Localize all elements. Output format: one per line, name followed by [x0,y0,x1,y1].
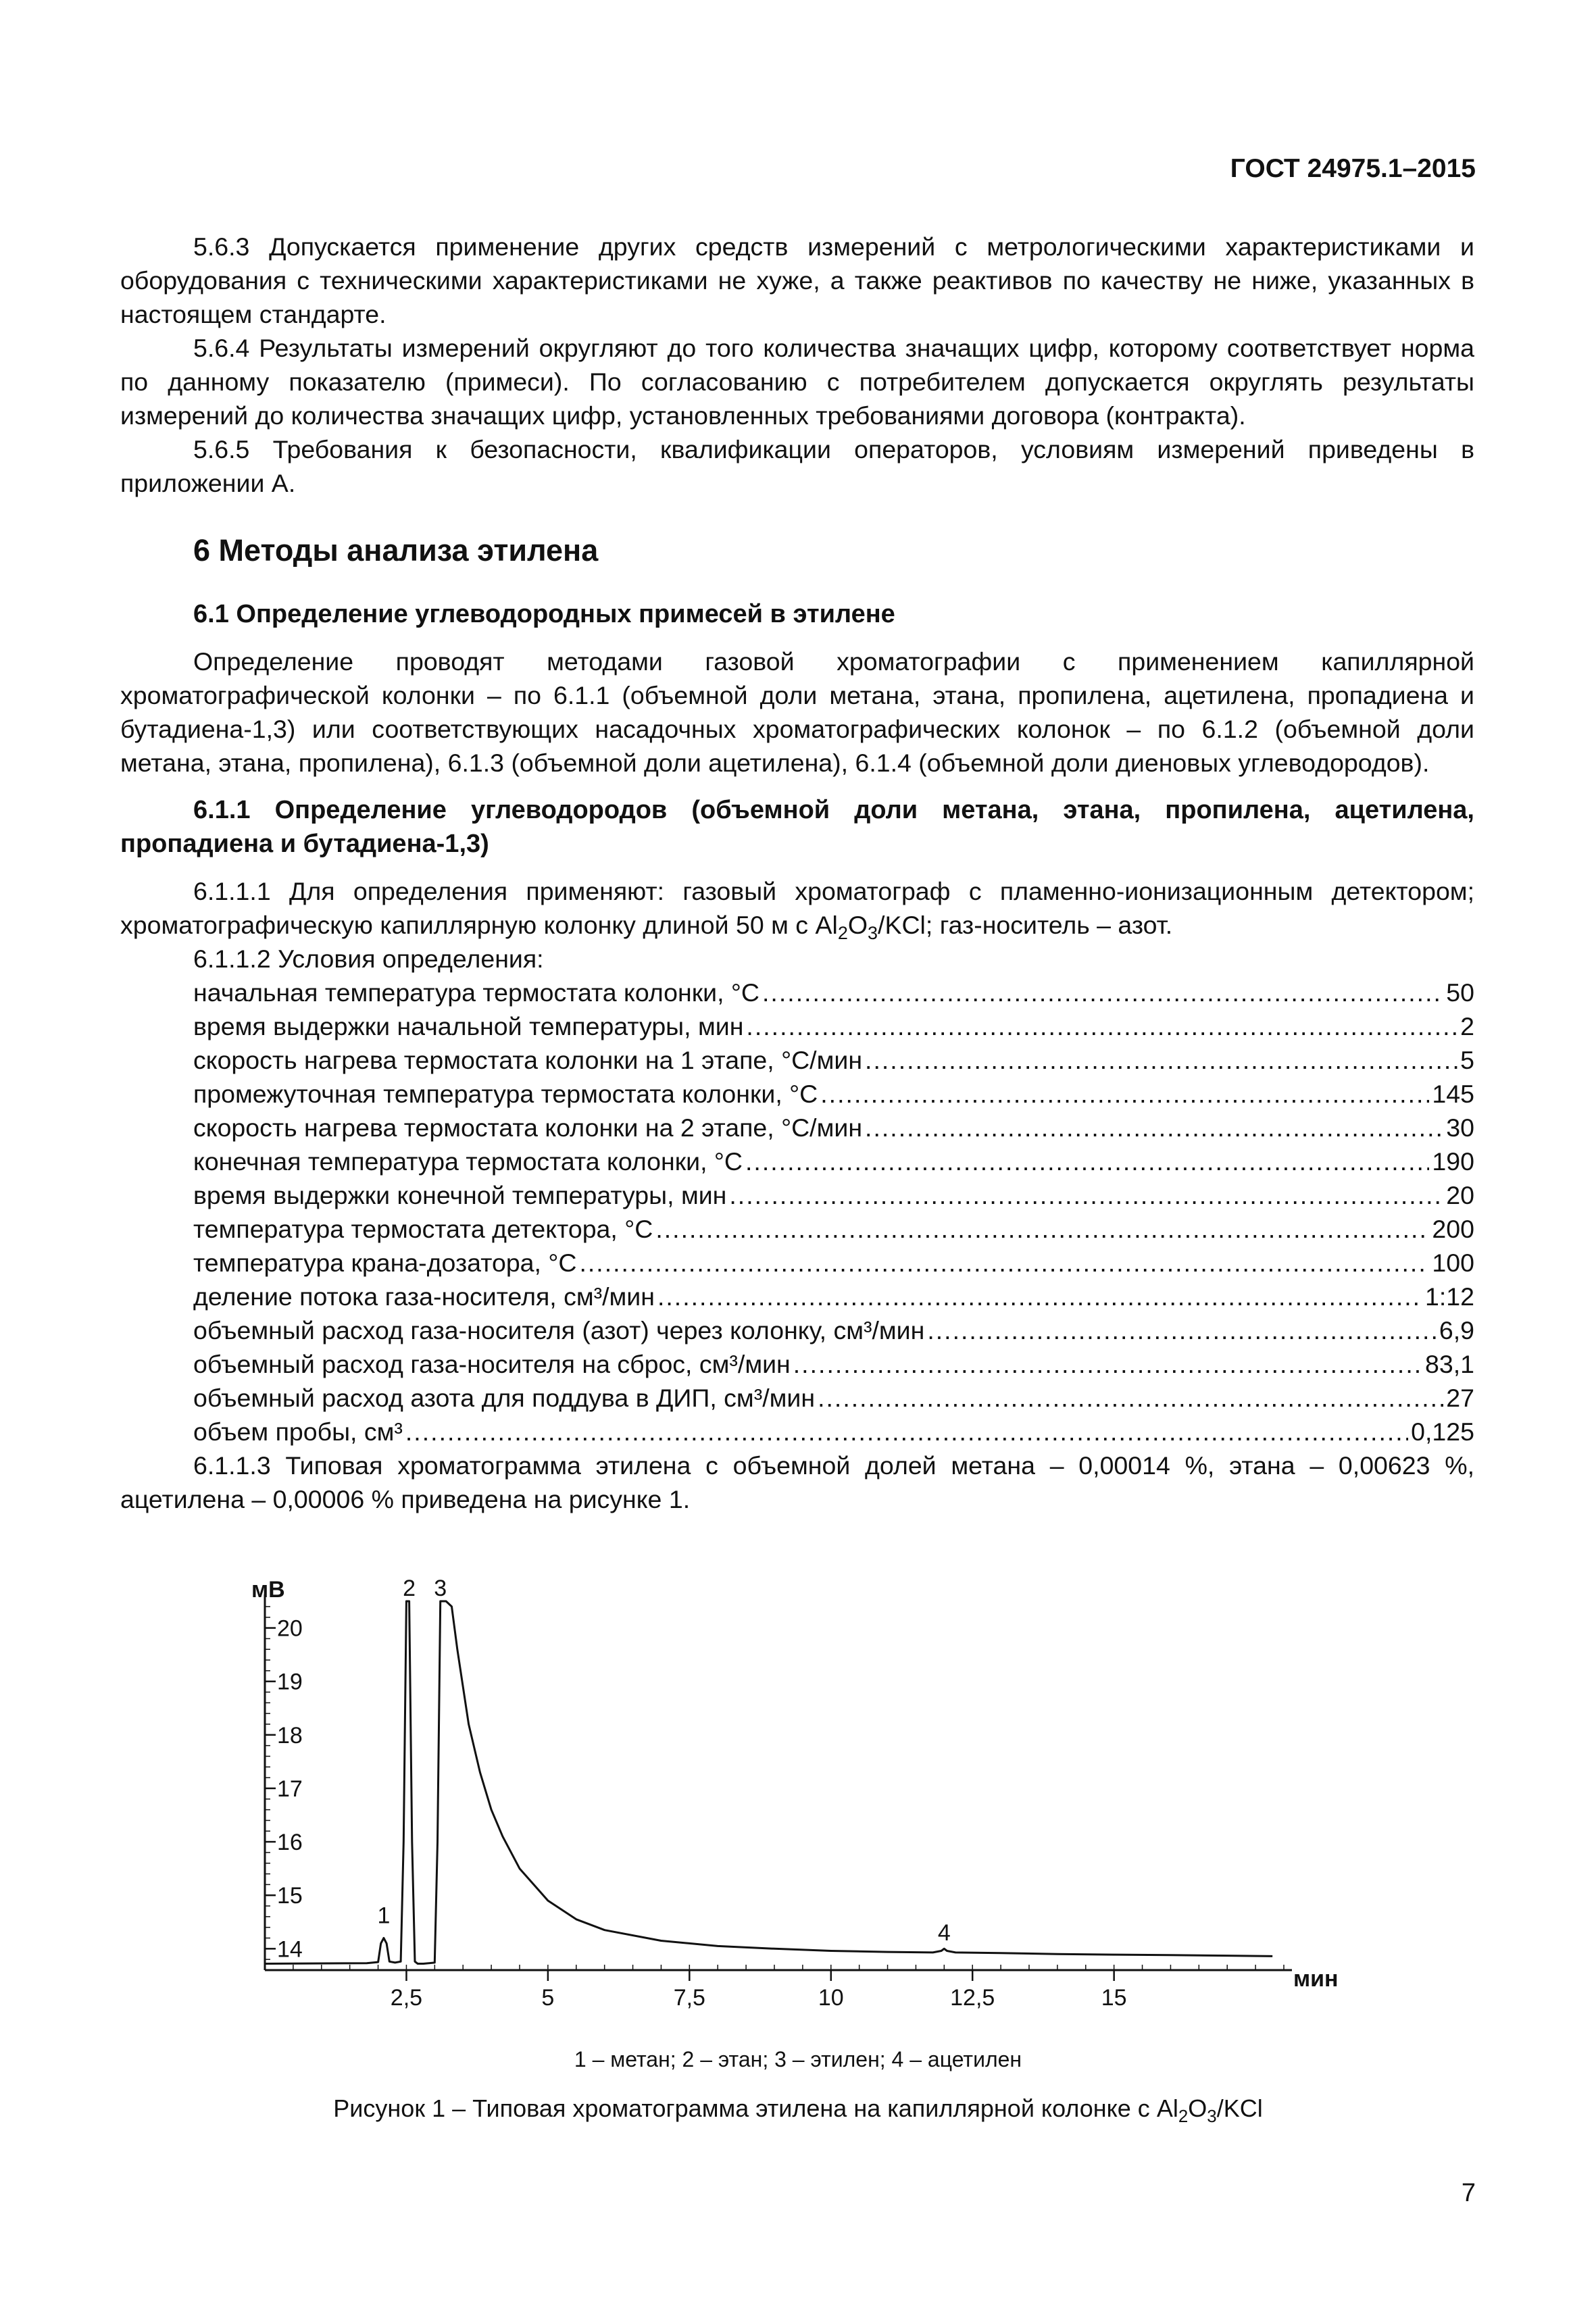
p6111-text-b: O [847,911,868,939]
paragraph-6-1: Определение проводят методами газовой хроматографии с применением капиллярной хроматографической колонки – по 6.1.1 (объемной доли метана, этана, пропилена, ацетилена, пропадиена и бутадиена-1,3) или соответствующих насадочных хроматографических колонок – по 6.1.2 (объемной доли метана, этана, пропилена), 6.1.3 (объемной доли ацетилена), 6.1.4 (объемной доли диеновых углеводородов). [120,647,1474,777]
conditions-list [193,976,1474,1449]
leader-dots [579,1246,1429,1280]
y-axis-label: мВ [251,1577,285,1603]
chromatogram-line [265,1601,1272,1964]
paragraph-6-1-1-1 [120,874,1474,942]
section-6-title: 6 Методы анализа этилена [193,533,599,568]
condition-row [193,1212,1474,1246]
peak-label: 1 [377,1903,391,1929]
y-tick-label: 15 [277,1883,303,1909]
y-tick-label: 20 [277,1615,303,1642]
y-tick-label: 16 [277,1830,303,1856]
condition-row [193,1178,1474,1212]
condition-row [193,1415,1474,1449]
leader-dots [729,1178,1443,1212]
condition-name: время выдержки конечной температуры, мин [193,1181,727,1209]
paragraph-6-1-1-2: 6.1.1.2 Условия определения: [193,945,544,973]
x-tick-label: 5 [541,1985,555,2011]
condition-row [193,1313,1474,1347]
condition-value: 0,125 [1411,1417,1474,1446]
body-text [120,230,1474,1516]
leader-dots [927,1313,1437,1347]
caption-text-c: /KCl [1216,2094,1263,2122]
condition-value: 100 [1432,1249,1474,1277]
condition-value: 27 [1446,1384,1474,1412]
y-tick-label: 19 [277,1669,303,1695]
condition-name: объемный расход азота для поддува в ДИП, см³/мин [193,1384,816,1412]
condition-name: скорость нагрева термостата колонки на 2 этапе, °С/мин [193,1113,863,1142]
paragraph-6-1-1-3: 6.1.1.3 Типовая хроматограмма этилена с объемной долей метана – 0,00014 %, этана – 0,00623 %, ацетилена – 0,00006 % приведена на рисунке 1. [120,1451,1474,1513]
peak-label: 4 [937,1919,951,1946]
condition-value: 30 [1446,1113,1474,1142]
paragraph-5-6-3: 5.6.3 Допускается применение других средств измерений с метрологическими характеристиками и оборудования с техническими характеристиками не хуже, а также реактивов по качеству не ниже, указанных в настоящем стандарте. [120,232,1474,328]
condition-row [193,1043,1474,1077]
condition-name: объем пробы, см³ [193,1417,403,1446]
standard-header: ГОСТ 24975.1–2015 [1230,154,1476,183]
condition-row [193,1347,1474,1381]
y-tick-label: 17 [277,1776,303,1802]
condition-name: скорость нагрева термостата колонки на 1 этапе, °С/мин [193,1046,863,1074]
condition-row [193,1246,1474,1280]
leader-dots [745,1145,1429,1178]
leader-dots [655,1212,1429,1246]
p6111-text-c: /KCl; газ-носитель – азот. [878,911,1173,939]
leader-dots [865,1111,1443,1145]
caption-sub-2: 3 [1207,2107,1217,2126]
p6111-sub-1: 2 [837,923,848,944]
p6111-text-a: 6.1.1.1 Для определения применяют: газовый хроматограф с пламенно-ионизационным детектором; хроматографическую капиллярную колонку длиной 50 м с Al [120,877,1474,939]
condition-name: время выдержки начальной температуры, мин [193,1012,744,1040]
condition-value: 200 [1432,1215,1474,1243]
leader-dots [746,1009,1457,1043]
x-axis-label: мин [1293,1966,1339,1992]
condition-value: 1:12 [1425,1282,1474,1311]
peak-label: 2 [403,1576,416,1601]
condition-name: температура термостата детектора, °С [193,1215,653,1243]
section-6-1-1-title: 6.1.1 Определение углеводородов (объемной доли метана, этана, пропилена, ацетилена, пропадиена и бутадиена-1,3) [120,796,1474,858]
x-tick-label: 15 [1101,1985,1127,2011]
condition-name: объемный расход газа-носителя на сброс, см³/мин [193,1350,791,1378]
condition-value: 83,1 [1425,1350,1474,1378]
figure-caption [0,2094,1596,2126]
condition-value: 6,9 [1439,1316,1474,1344]
condition-value: 50 [1446,978,1474,1007]
condition-value: 190 [1432,1147,1474,1176]
condition-value: 2 [1460,1012,1474,1040]
condition-name: конечная температура термостата колонки, °С [193,1147,743,1176]
condition-name: деление потока газа-носителя, см³/мин [193,1282,655,1311]
x-tick-label: 2,5 [390,1985,423,2011]
leader-dots [405,1415,1408,1449]
leader-dots [865,1043,1457,1077]
condition-row [193,1009,1474,1043]
section-6-1-title: 6.1 Определение углеводородных примесей в этилене [193,600,895,628]
condition-row [193,1280,1474,1313]
condition-row [193,1077,1474,1111]
condition-row [193,1111,1474,1145]
leader-dots [818,1381,1443,1415]
page-number: 7 [1461,2179,1476,2207]
x-tick-label: 10 [818,1985,844,2011]
leader-dots [657,1280,1422,1313]
caption-text-a: Рисунок 1 – Типовая хроматограмма этилена на капиллярной колонке с Al [333,2094,1178,2122]
y-tick-label: 18 [277,1722,303,1749]
caption-text-b: O [1188,2094,1207,2122]
condition-value: 20 [1446,1181,1474,1209]
condition-row [193,976,1474,1009]
condition-name: температура крана-дозатора, °С [193,1249,577,1277]
condition-name: промежуточная температура термостата колонки, °С [193,1080,818,1108]
caption-sub-1: 2 [1178,2107,1189,2126]
leader-dots [793,1347,1422,1381]
condition-value: 5 [1460,1046,1474,1074]
condition-value: 145 [1432,1080,1474,1108]
y-tick-label: 14 [277,1936,303,1963]
paragraph-5-6-4: 5.6.4 Результаты измерений округляют до того количества значащих цифр, которому соответствует норма по данному показателю (примеси). По согласованию с потребителем допускается округлять результаты измерений до количества значащих цифр, установленных требованиями договора (контракта). [120,334,1474,430]
condition-row [193,1381,1474,1415]
condition-name: начальная температура термостата колонки, °С [193,978,760,1007]
condition-name: объемный расход газа-носителя (азот) через колонку, см³/мин [193,1316,925,1344]
x-tick-label: 12,5 [950,1985,995,2011]
chromatogram-chart [230,1574,1378,2013]
x-tick-label: 7,5 [673,1985,705,2011]
leader-dots [820,1077,1429,1111]
leader-dots [762,976,1443,1009]
paragraph-5-6-5: 5.6.5 Требования к безопасности, квалификации операторов, условиям измерений приведены в приложении А. [120,435,1474,497]
condition-row [193,1145,1474,1178]
p6111-sub-2: 3 [868,923,878,944]
peak-label: 3 [434,1576,447,1601]
figure-legend: 1 – метан; 2 – этан; 3 – этилен; 4 – ацетилен [574,2047,1022,2071]
